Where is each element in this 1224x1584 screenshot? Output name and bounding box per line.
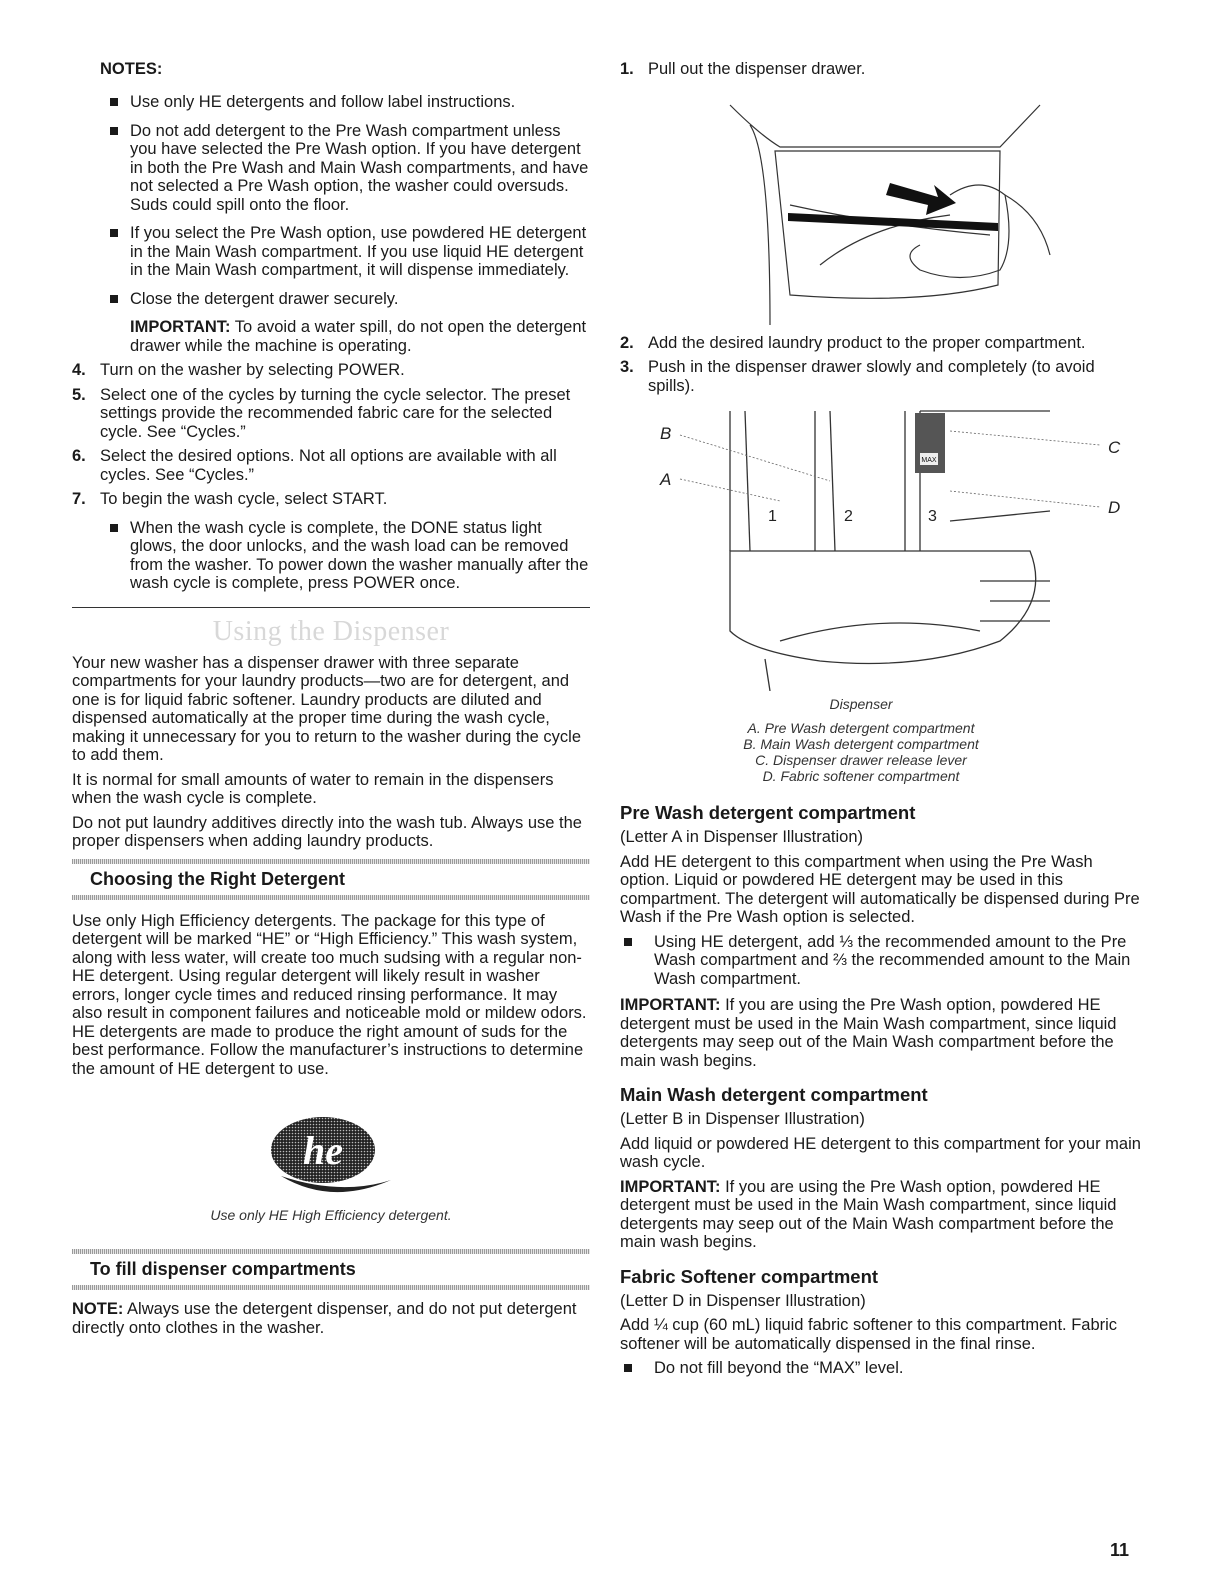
label-c: C <box>1108 438 1121 457</box>
step-6 <box>72 447 590 484</box>
prewash-bullet: Using HE detergent, add ⅓ the recommended amount to the Pre Wash compartment and ⅔ the recommended amount to the Main Wash compartment. <box>620 933 1142 989</box>
mainwash-important <box>620 1178 1142 1252</box>
legend-item: A. Pre Wash detergent compartment <box>747 720 975 736</box>
label-a: A <box>660 470 672 489</box>
softener-paragraph: Add ¼ cup (60 mL) liquid fabric softener to this compartment. Fabric softener will be automatically dispensed in the final rinse. <box>620 1316 1118 1353</box>
compartment-1-label: 1 <box>768 508 777 525</box>
mainwash-heading: Main Wash detergent compartment <box>620 1084 928 1105</box>
step-7 <box>72 490 590 509</box>
section-title: Using the Dispenser <box>212 615 450 647</box>
page-number: 11 <box>1110 1540 1130 1560</box>
important-label: IMPORTANT: <box>620 996 721 1014</box>
mainwash-sub: (Letter B in Dispenser Illustration) <box>620 1110 865 1128</box>
softener-bullet: Do not fill beyond the “MAX” level. <box>620 1359 1142 1378</box>
step-number: 2. <box>620 333 634 352</box>
legend-item: C. Dispenser drawer release lever <box>755 752 967 768</box>
prewash-sub: (Letter A in Dispenser Illustration) <box>620 828 864 846</box>
dispenser-paragraph: It is normal for small amounts of water to remain in the dispensers when the wash cycle is complete. <box>72 770 554 807</box>
left-column <box>72 60 590 1337</box>
step-text: Select one of the cycles by turning the cycle selector. The preset settings provide the recommended fabric care for the selected cycle. See “Cycles.” <box>100 385 571 441</box>
note-item: If you select the Pre Wash option, use powdered HE detergent in the Main Wash compartment. If you use liquid HE detergent in the Main Wash compartment, it will dispense immediately. <box>72 224 590 280</box>
step-7-bullet: When the wash cycle is complete, the DONE status light glows, the door unlocks, and the wash load can be removed from the washer. To power down the washer manually after the wash cycle is complete, press POWER once. <box>72 519 590 593</box>
he-logo-text: he <box>303 1128 343 1173</box>
label-d: D <box>1108 498 1121 517</box>
prewash-important <box>620 996 1142 1070</box>
prewash-paragraph: Add HE detergent to this compartment when using the Pre Wash option. Liquid or powdered HE detergent may be used in this compartment. The detergent will automatically be dispensed during Pre Wash if the Pre Wash option is selected. <box>620 852 1140 926</box>
dispenser-diagram <box>620 401 1142 696</box>
step-number: 5. <box>72 385 86 404</box>
prewash-heading: Pre Wash detergent compartment <box>620 802 916 823</box>
step-text: Select the desired options. Not all options are available with all cycles. See “Cycles.” <box>100 447 557 484</box>
important-text: If you are using the Pre Wash option, powdered HE detergent must be used in the Main Wash compartment, since liquid detergents may seep out of the Main Wash compartment before the main wash begins. <box>620 996 1117 1070</box>
right-column <box>620 60 1142 1378</box>
note-item: Use only HE detergents and follow label instructions. <box>72 93 590 112</box>
dispenser-paragraph: Do not put laundry additives directly into the wash tub. Always use the proper dispensers when adding laundry products. <box>72 813 582 850</box>
step-number: 6. <box>72 447 86 465</box>
softener-sub: (Letter D in Dispenser Illustration) <box>620 1291 866 1310</box>
he-caption: Use only HE High Efficiency detergent. <box>210 1207 452 1223</box>
legend-item: B. Main Wash detergent compartment <box>743 736 979 752</box>
dispenser-caption: Dispenser <box>829 696 893 712</box>
step-number: 3. <box>620 358 634 376</box>
compartment-2-label: 2 <box>844 508 853 525</box>
mainwash-paragraph: Add liquid or powdered HE detergent to this compartment for your main wash cycle. <box>620 1134 1141 1171</box>
detergent-paragraph: Use only High Efficiency detergents. The package for this type of detergent will be marked “HE” or “High Efficiency.” This wash system, along with less water, will create too much sudsing with a regular non-HE detergent. Using regular detergent will likely result in washer errors, longer cycle times and reduced rinsing performance. It may also result in component failures and noticeable mold or mildew odors. HE detergents are made to produce the right amount of suds for the best performance. Follow the manufacturer’s instructions to determine the amount of HE detergent to use. <box>72 911 587 1078</box>
dispenser-paragraph: Your new washer has a dispenser drawer with three separate compartments for your laundry products—two are for detergent, and one is for liquid fabric softener. Laundry products are diluted and dispensed automatically at the proper time during the wash cycle, making it unnecessary for you to return to the washer during the cycle to add them. <box>72 653 582 764</box>
important-label: IMPORTANT: <box>620 1177 721 1196</box>
important-note <box>72 318 590 355</box>
step-1 <box>620 60 1142 79</box>
note-item: Close the detergent drawer securely. <box>72 290 590 309</box>
compartment-3-label: 3 <box>928 508 937 525</box>
step-text: Add the desired laundry product to the proper compartment. <box>648 333 1086 352</box>
step-text: Turn on the washer by selecting POWER. <box>100 361 405 379</box>
important-text: To avoid a water spill, do not open the detergent drawer while the machine is operating. <box>130 318 587 355</box>
step-3 <box>620 358 1142 395</box>
step-2 <box>620 334 1142 353</box>
step-4 <box>72 361 590 380</box>
max-label: MAX <box>921 457 937 464</box>
he-logo <box>72 1114 590 1203</box>
fill-heading: To fill dispenser compartments <box>72 1249 590 1290</box>
detergent-heading: Choosing the Right Detergent <box>72 859 590 900</box>
note-item: Do not add detergent to the Pre Wash compartment unless you have selected the Pre Wash option. If you have detergent in both the Pre Wash and Main Wash compartments, and have not selected a Pre Wash option, the washer could oversuds. Suds could spill onto the floor. <box>72 122 590 215</box>
note-label: NOTE: <box>72 1300 124 1318</box>
important-text: If you are using the Pre Wash option, powdered HE detergent must be used in the Main Wash compartment, since liquid detergents may seep out of the Main Wash compartment before the main wash begins. <box>620 1177 1117 1251</box>
step-text: To begin the wash cycle, select START. <box>100 490 388 508</box>
pull-drawer-illustration <box>620 85 1142 330</box>
fill-note <box>72 1300 590 1337</box>
legend-item: D. Fabric softener compartment <box>762 768 960 784</box>
step-text: Pull out the dispenser drawer. <box>648 60 866 78</box>
step-number: 4. <box>72 361 86 379</box>
softener-heading: Fabric Softener compartment <box>620 1265 879 1287</box>
note-text: Always use the detergent dispenser, and do not put detergent directly onto clothes in the washer. <box>72 1300 577 1337</box>
notes-heading: NOTES: <box>100 60 163 78</box>
label-b: B <box>660 424 672 443</box>
important-label: IMPORTANT: <box>130 318 231 336</box>
step-number: 1. <box>620 60 634 78</box>
step-text: Push in the dispenser drawer slowly and completely (to avoid spills). <box>648 358 1095 395</box>
dispenser-caption-block <box>620 696 1142 784</box>
step-number: 7. <box>72 490 86 508</box>
step-5 <box>72 386 590 442</box>
